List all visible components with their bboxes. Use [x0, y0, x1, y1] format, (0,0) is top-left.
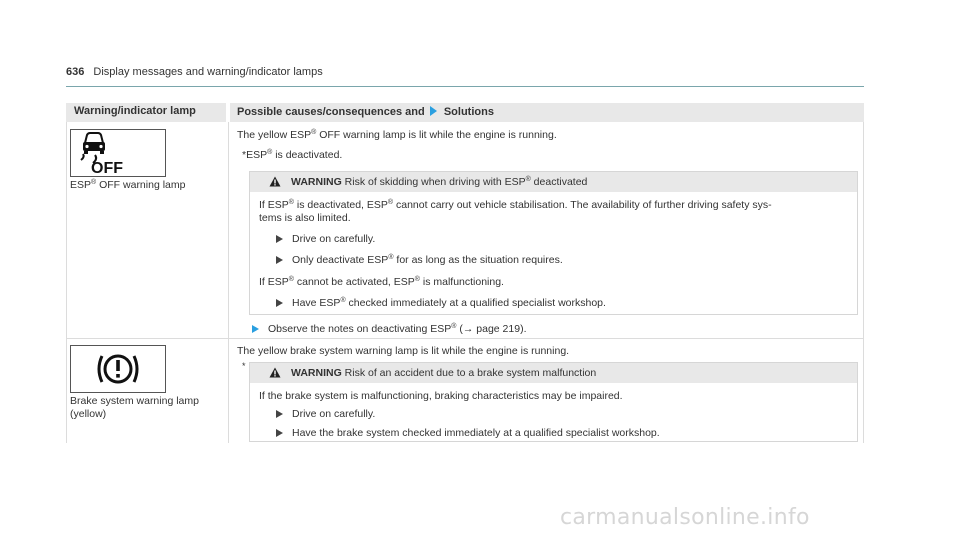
svg-text:OFF: OFF [91, 160, 123, 176]
brake-cause-marker: * [242, 361, 246, 371]
col-header-solutions-label: Solutions [443, 106, 494, 118]
col-header-causes-label: Possible causes/consequences and [237, 106, 425, 118]
brake-warning-box [249, 362, 858, 442]
esp-off-lamp-icon [70, 129, 166, 177]
esp-solution-observe: Observe the notes on deactivating ESP® (→ page 219). [268, 323, 527, 335]
brake-warning-step1: Drive on carefully. [292, 408, 376, 420]
bullet-arrow-icon [276, 410, 283, 418]
esp-lamp-description: The yellow ESP® OFF warning lamp is lit while the engine is running. [237, 129, 557, 141]
brake-warning-para1: If the brake system is malfunctioning, braking characteristics may be impaired. [259, 390, 623, 402]
page-header-title: Display messages and warning/indicator lamps [93, 66, 323, 78]
esp-warning-para2: If ESP® cannot be activated, ESP® is malfunctioning. [259, 276, 504, 288]
brake-lamp-icon-box [70, 345, 166, 393]
warning-triangle-icon [269, 367, 281, 378]
page-219-link[interactable]: (→ page 219). [456, 323, 527, 335]
esp-off-lamp-name: ESP® OFF warning lamp [70, 179, 186, 191]
column-divider [228, 122, 229, 443]
watermark-text: carmanualsonline.info [560, 505, 810, 530]
brake-lamp-name-color: (yellow) [70, 408, 107, 420]
esp-warning-box [249, 171, 858, 315]
brake-warning-header [250, 363, 857, 383]
page-number: 636 [66, 66, 85, 78]
solution-arrow-icon [252, 325, 259, 333]
bullet-arrow-icon [276, 235, 283, 243]
esp-warning-step1: Drive on carefully. [292, 233, 376, 245]
brake-lamp-name: Brake system warning lamp [70, 395, 199, 407]
bullet-arrow-icon [276, 429, 283, 437]
esp-warning-para1-cont: tems is also limited. [259, 212, 351, 224]
esp-deactivated-cause: *ESP® is deactivated. [242, 149, 343, 161]
esp-off-icon [71, 130, 165, 176]
esp-warning-title: WARNING [291, 176, 342, 188]
brake-system-warning-icon [71, 346, 165, 392]
warning-lamp-table [66, 103, 864, 443]
esp-warning-step3: Have ESP® checked immediately at a qualified specialist workshop. [292, 297, 606, 309]
table-border-left [66, 122, 67, 443]
bullet-arrow-icon [276, 299, 283, 307]
esp-warning-para1: If ESP® is deactivated, ESP® cannot carry out vehicle stabilisation. The availability of further driving safety sys- [259, 199, 772, 211]
col-header-lamp: Warning/indicator lamp [66, 103, 226, 122]
brake-warning-title: WARNING [291, 367, 342, 379]
row-divider [66, 338, 864, 339]
esp-warning-step2: Only deactivate ESP® for as long as the situation requires. [292, 254, 563, 266]
warning-triangle-icon [269, 176, 281, 187]
esp-warning-header [250, 172, 857, 192]
bullet-arrow-icon [276, 256, 283, 264]
brake-lamp-description: The yellow brake system warning lamp is lit while the engine is running. [237, 345, 570, 357]
solutions-arrow-icon [430, 106, 437, 116]
col-header-causes [230, 103, 864, 122]
page-header [66, 66, 864, 87]
esp-warning-title-line: WARNING Risk of skidding when driving with ESP® deactivated [291, 176, 588, 188]
brake-warning-title-line: WARNING Risk of an accident due to a brake system malfunction [291, 367, 597, 379]
brake-warning-step2: Have the brake system checked immediately at a qualified specialist workshop. [292, 427, 660, 439]
table-border-right [863, 122, 864, 443]
